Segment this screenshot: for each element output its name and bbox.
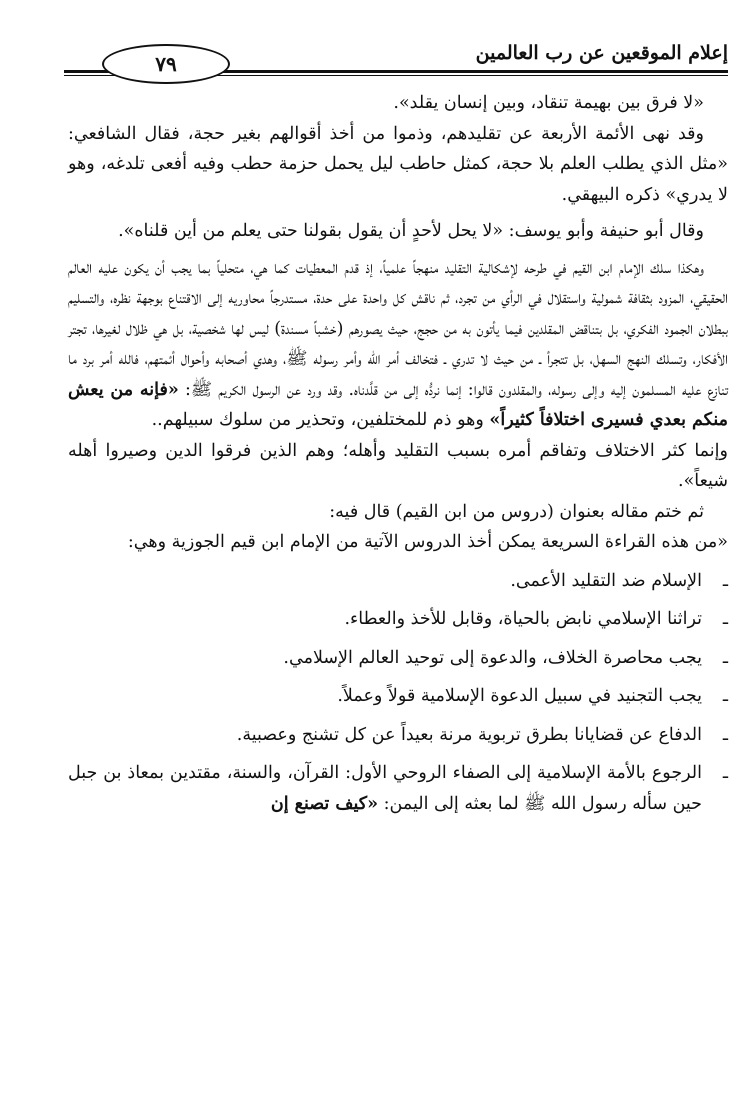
list-item: ـ الرجوع بالأمة الإسلامية إلى الصفاء الروحي الأول: القرآن، والسنة، مقتدين بمعاذ بن جبل حين سأله رسول الله ﷺ لما بعثه إلى اليمن: «كيف تصنع إن <box>68 763 728 814</box>
list-item: ـ يجب محاصرة الخلاف، والدعوة إلى توحيد العالم الإسلامي. <box>283 647 728 668</box>
list-item: ـ الإسلام ضد التقليد الأعمى. <box>510 570 728 591</box>
method-tail: وهو ذم للمختلفين، وتحذير من سلوك سبيلهم.. <box>151 410 484 430</box>
imams-paragraph: وقد نهى الأئمة الأربعة عن تقليدهم، وذموا من أخذ أقوالهم بغير حجة، فقال الشافعي: «مثل الذي يطلب العلم بلا حجة، كمثل حاطب ليل يحمل حزمة حطب وفيه أفعى تلدغه، وهو لا يدري» ذكره البيهقي. <box>68 123 728 205</box>
lessons-list <box>68 566 728 820</box>
lessons-intro: «من هذه القراءة السريعة يمكن أخذ الدروس الآتية من الإمام ابن قيم الجوزية وهي: <box>127 532 728 552</box>
ibn-qayyim-method-paragraph <box>68 253 728 436</box>
list-item: ـ الدفاع عن قضايانا بطرق تربوية مرنة بعيداً عن كل تشنج وعصبية. <box>236 724 728 745</box>
taqlid-conclusion-paragraph: وإنما كثر الاختلاف وتفاقم أمره بسبب التقليد وأهله؛ وهم الذين فرقوا الدين وصيروا أهله شيعاً». <box>68 440 728 491</box>
abu-hanifa-paragraph: وقال أبو حنيفة وأبو يوسف: «لا يحل لأحدٍ أن يقول بقولنا حتى يعلم من أين قلناه». <box>118 221 704 241</box>
list-item: ـ تراثنا الإسلامي نابض بالحياة، وقابل للأخذ والعطاء. <box>344 609 728 629</box>
quote-paragraph-1: «لا فرق بين بهيمة تنقاد، وبين إنسان يقلد». <box>393 93 704 113</box>
closing-intro: ثم ختم مقاله بعنوان (دروس من ابن القيم) قال فيه: <box>329 501 704 522</box>
method-text: وهكذا سلك الإمام ابن القيم في طرحه لإشكالية التقليد منهجاً علمياً، إذ قدم المعطيات كما هي، متحلياً بما يجب أن يكون عليه العالم الحقيقي، المزود بثقافة شمولية واستقلال في الرأي من تجرد، ثم ناقش كل واحدة على حدة، مستدرجاً محاوريه إلى الاقتناع بوجهة نظره، والتسليم ببطلان الجمود الفكري، بل بتناقض المقلدين فيما يأتون به من حجج، حيث يصورهم (خشباً مسندة) ليس لها شخصية، بل هي ظلال لغيرها، تجتر الأفكار، وتسلك النهج السهل، بل تتجرأ ـ من حيث لا تدري ـ فتخالف أمر الله وأمر رسوله ﷺ، وهدي أصحابه وأحوال أئمتهم، فالله أمر برد ما تنازع عليه المسلمون إليه وإلى رسوله، والمقلدون قالوا: إنما نردُّه إلى من قلَّدناه. وقد ورد عن الرسول الكريم ﷺ: <box>68 257 728 400</box>
page-body <box>68 88 728 819</box>
running-title: إعلام الموقعين عن رب العالمين <box>475 42 728 64</box>
page-header <box>64 26 728 78</box>
hadith-quote: «فإنه من يعش منكم بعدي فسيرى اختلافاً كثيراً» <box>68 379 728 430</box>
list-item: ـ يجب التجنيد في سبيل الدعوة الإسلامية قولاً وعملاً. <box>337 686 728 706</box>
page-number: ٧٩ <box>155 52 177 76</box>
page-number-box <box>102 44 230 84</box>
